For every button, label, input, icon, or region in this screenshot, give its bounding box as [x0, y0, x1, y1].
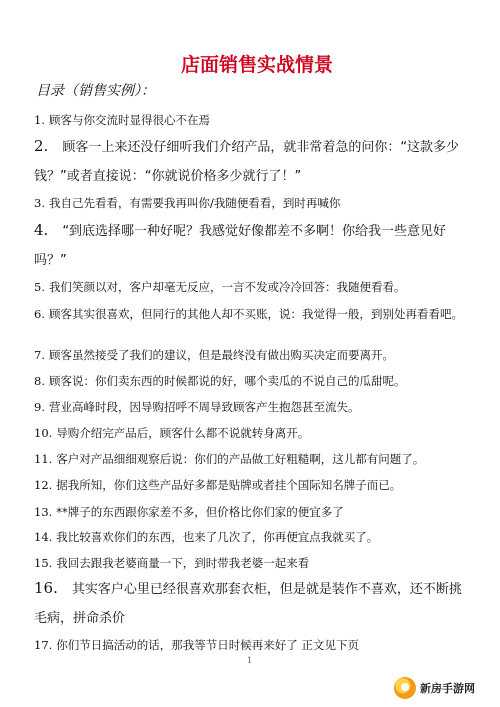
item-text: 我回去跟我老婆商量一下，到时带我老婆一起来看: [56, 556, 310, 570]
list-item: [34, 523, 474, 551]
item-number: 12.: [34, 478, 53, 492]
item-text: **牌子的东西跟你家差不多，但价格比你们家的便宜多了: [56, 505, 344, 519]
item-number: 17.: [34, 638, 53, 652]
list-item: [34, 471, 474, 499]
list-item: [34, 216, 474, 275]
item-text: 营业高峰时段，因导购招呼不周导致顾客产生抱怨甚至流失。: [48, 400, 360, 414]
watermark-text: 新房手游网: [420, 682, 475, 695]
item-number: 7.: [34, 348, 45, 362]
list-item: [34, 341, 474, 369]
item-number: 11.: [34, 452, 53, 466]
item-number: 8.: [34, 374, 45, 388]
page-title: 店面销售实战情景: [181, 54, 334, 76]
item-number: 15.: [34, 556, 53, 570]
list-item: [34, 300, 474, 328]
item-text: 顾客说：你们卖东西的时候都说的好，哪个卖瓜的不说自己的瓜甜呢。: [48, 374, 406, 388]
item-number: 10.: [34, 426, 53, 440]
item-number: 9.: [34, 400, 45, 414]
item-text: 顾客一上来还没仔细听我们介绍产品，就非常着急的问你：“这款多少钱？”或者直接说：“你就说价格多少就行了！”: [34, 140, 460, 184]
item-text: 其实客户心里已经很喜欢那套衣柜，但是就是装作不喜欢，还不断挑毛病，拼命杀价: [34, 582, 462, 626]
item-text: 导购介绍完产品后，顾客什么都不说就转身离开。: [56, 426, 310, 440]
item-text: 据我所知，你们这些产品好多都是贴牌或者挂个国际知名牌子而已。: [56, 478, 402, 492]
item-number: 14.: [34, 530, 53, 544]
list-item: [34, 419, 474, 447]
item-text: 我们笑颜以对，客户却毫无反应，一言不发或冷冷回答：我随便看看。: [48, 280, 406, 294]
list-item: [34, 549, 474, 577]
item-number: 4.: [34, 221, 49, 239]
watermark-logo-icon: [394, 677, 416, 699]
list-item: [34, 574, 474, 633]
item-number: 3.: [34, 196, 45, 210]
item-text: 我自己先看看，有需要我再叫你/我随便看看，到时再喊你: [48, 196, 341, 210]
item-text: 客户对产品细细观察后说：你们的产品做工好粗糙啊，这儿都有问题了。: [56, 452, 425, 466]
list-item: [34, 393, 474, 421]
item-number: 2.: [34, 137, 49, 155]
list-item: [34, 631, 474, 659]
item-text: 顾客与你交流时显得很心不在焉: [48, 113, 210, 127]
list-item: [34, 132, 474, 191]
list-item: [34, 445, 474, 473]
list-item: [34, 273, 474, 301]
item-number: 16.: [34, 579, 58, 597]
list-item: [34, 189, 474, 217]
item-number: 5.: [34, 280, 45, 294]
item-number: 1.: [34, 113, 45, 127]
list-item: [34, 498, 474, 526]
item-text: 顾客虽然接受了我们的建议，但是最终没有做出购买决定而要离开。: [48, 348, 394, 362]
page-number: 1: [247, 656, 253, 665]
toc-label: 目录（销售实例）：: [36, 83, 155, 99]
item-text: 我比较喜欢你们的东西，也来了几次了，你再便宜点我就买了。: [56, 530, 379, 544]
item-text: 顾客其实很喜欢，但同行的其他人却不买账，说：我觉得一般，到别处再看看吧。: [48, 307, 463, 321]
item-text: “到底选择哪一种好呢？我感觉好像都差不多啊！你给我一些意见好吗？”: [34, 224, 447, 268]
item-text: 你们节日搞活动的话，那我等节日时候再来好了 正文见下页: [56, 638, 359, 652]
list-item: [34, 367, 474, 395]
watermark: [394, 675, 492, 701]
item-number: 6.: [34, 307, 45, 321]
list-item: [34, 106, 474, 134]
item-number: 13.: [34, 505, 53, 519]
